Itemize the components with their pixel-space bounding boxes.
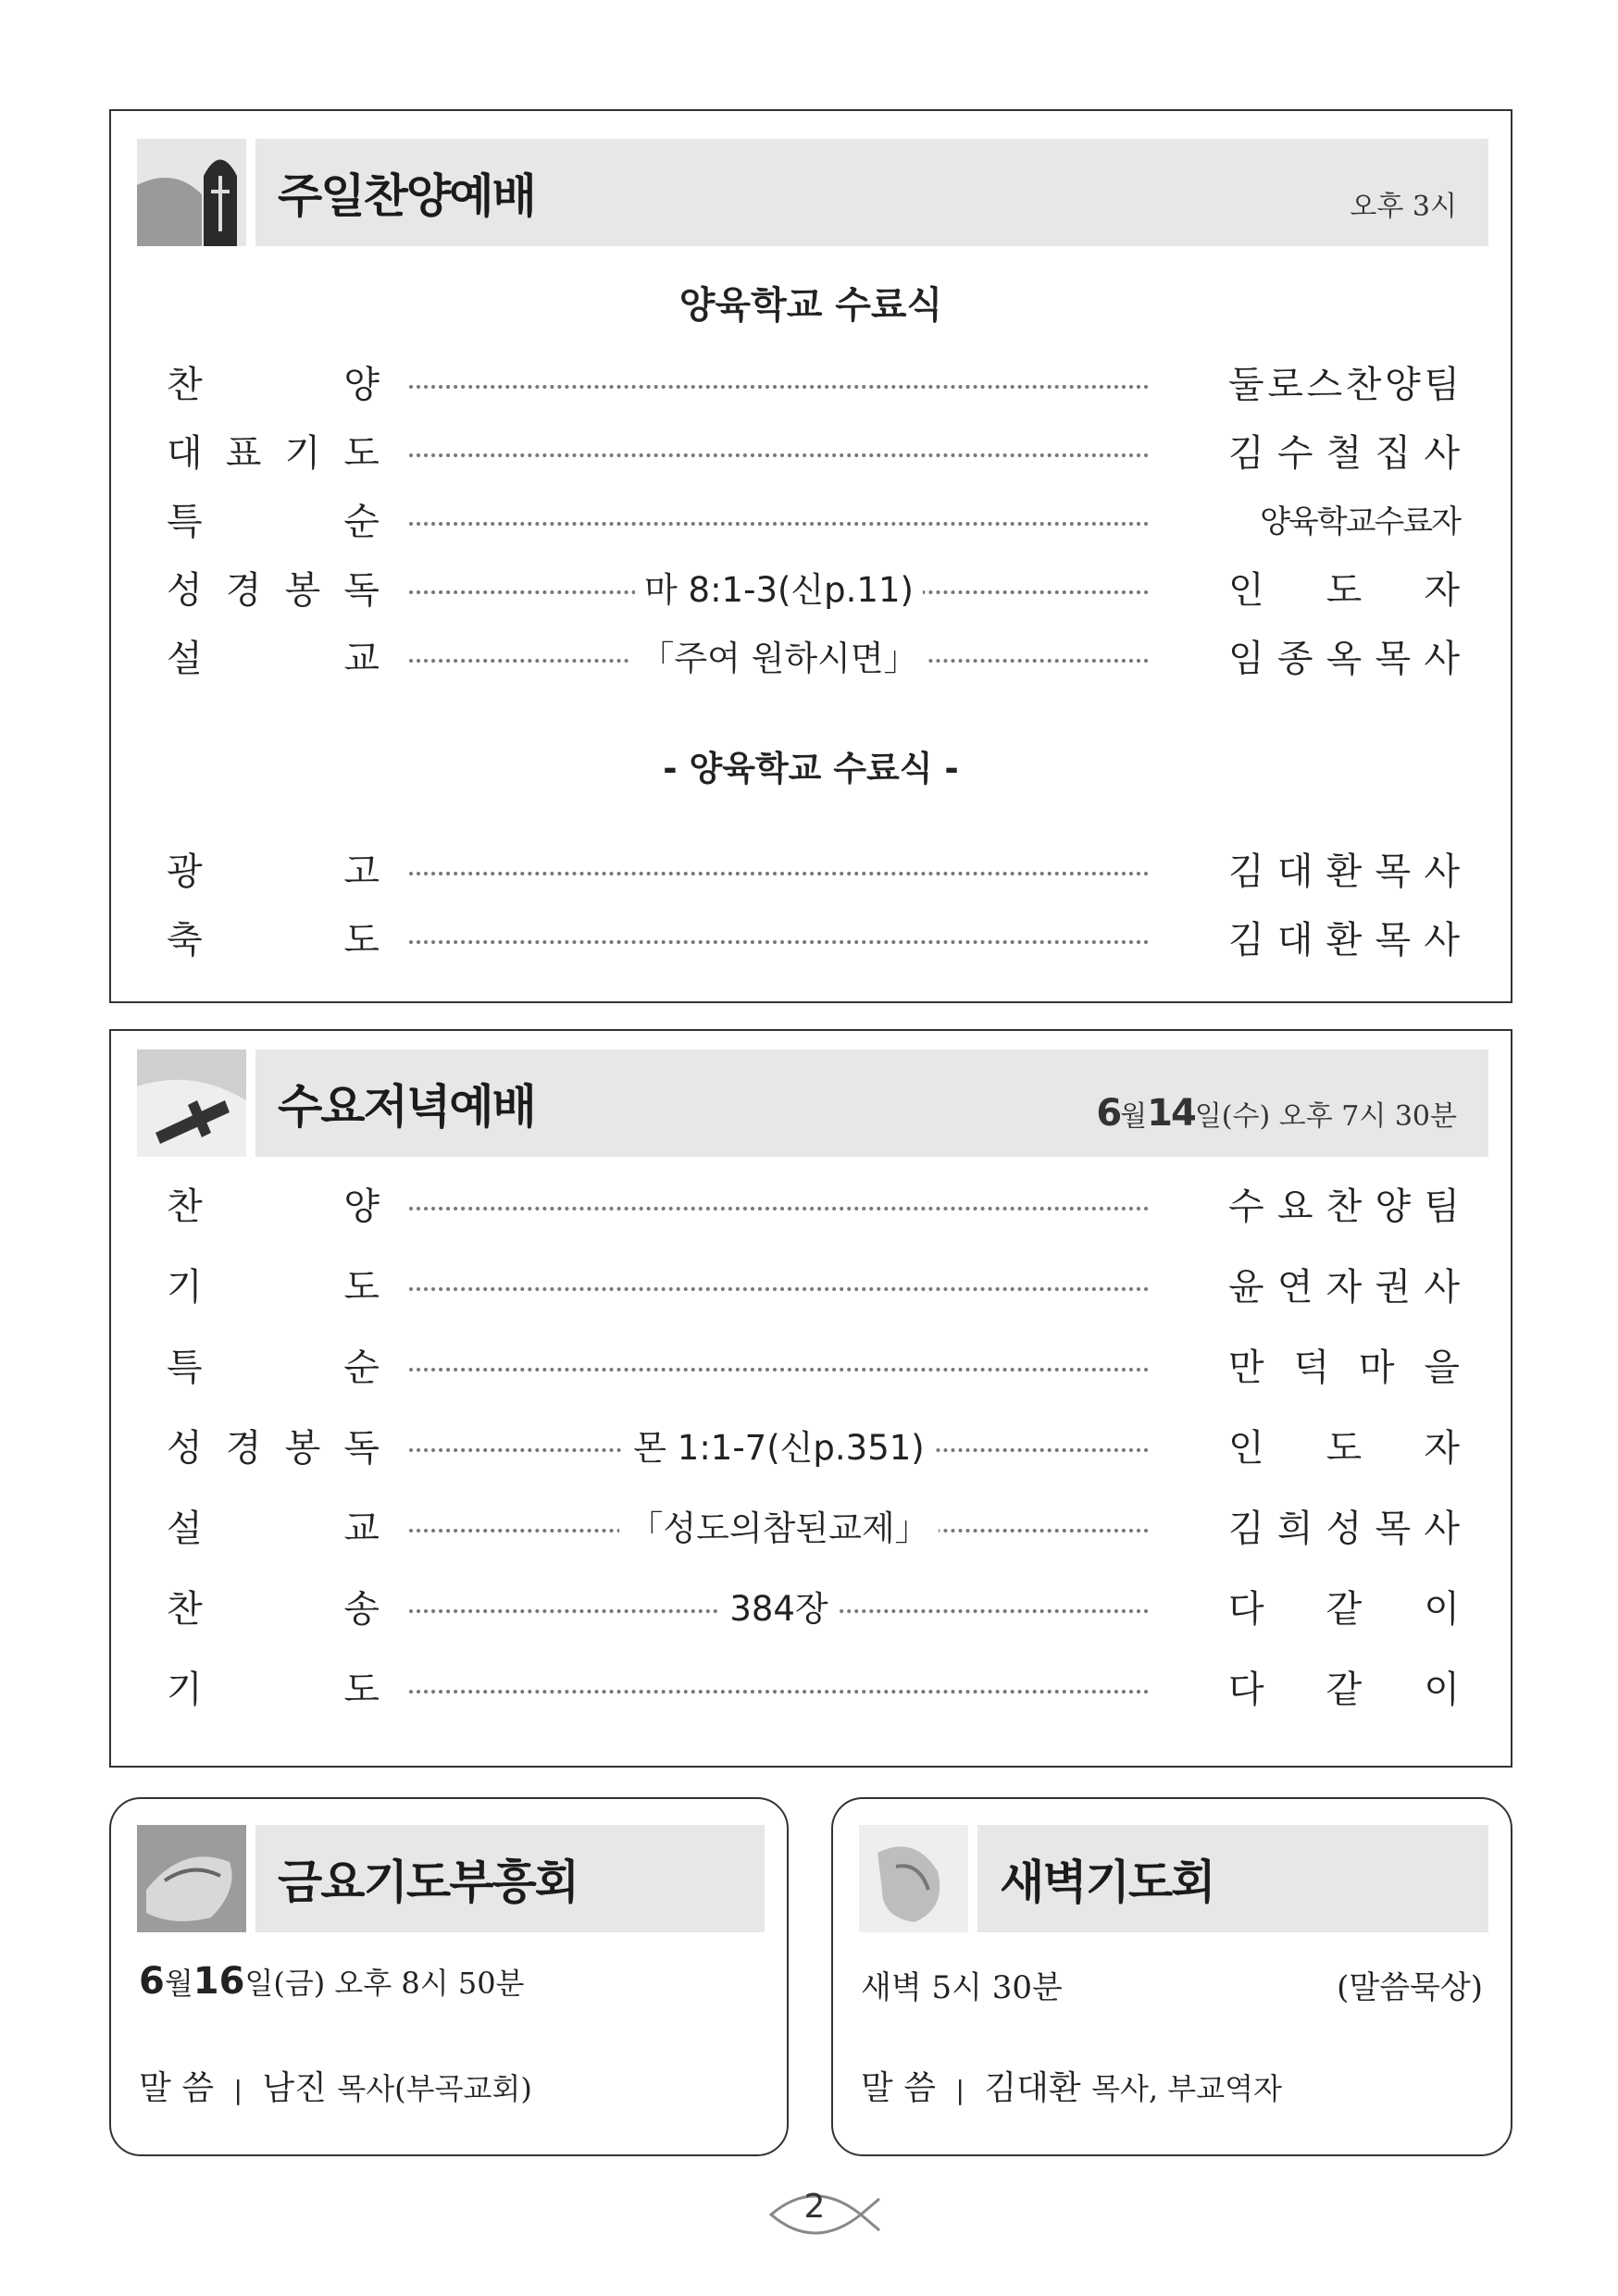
program-row xyxy=(167,914,1460,966)
wednesday-header xyxy=(137,1049,1488,1157)
program-role: 성 경 봉 독 xyxy=(167,569,380,612)
program-person: 김 수 철 집 사 xyxy=(1228,432,1460,475)
page-number-fish-icon xyxy=(764,2182,884,2247)
program-role: 대 표 기 도 xyxy=(167,432,380,475)
wednesday-worship-box xyxy=(109,1029,1512,1768)
program-row xyxy=(167,565,1460,616)
sunday-header xyxy=(137,139,1488,246)
program-role: 찬 송 xyxy=(167,1588,380,1631)
program-person: 김 희 성 목 사 xyxy=(1228,1508,1460,1550)
program-detail xyxy=(409,1583,1149,1642)
folded-hands-icon xyxy=(859,1825,968,1932)
program-role: 특 순 xyxy=(167,501,380,543)
program-role: 설 교 xyxy=(167,1508,380,1550)
ceremony-label: - 양육학교 수료식 - xyxy=(663,749,959,788)
program-person: 인 도 자 xyxy=(1228,1427,1460,1470)
friday-datetime: 6월16일(금) 오후 8시 50분 xyxy=(139,1960,525,2003)
program-detail xyxy=(409,633,1149,691)
dotted-leader xyxy=(409,1207,1149,1210)
program-person: 다 같 이 xyxy=(1228,1669,1460,1711)
program-row xyxy=(167,1422,1460,1474)
program-row xyxy=(167,633,1460,685)
sunday-worship-box xyxy=(109,109,1512,1003)
program-row xyxy=(167,1261,1460,1313)
page-number: 2 xyxy=(803,2188,826,2226)
dawn-title-bar xyxy=(977,1825,1488,1932)
dotted-leader xyxy=(409,940,1149,944)
program-person: 임 종 옥 목 사 xyxy=(1228,638,1460,680)
dotted-leader xyxy=(409,453,1149,457)
church-window-icon xyxy=(137,139,246,246)
sunday-title: 주일찬양예배 xyxy=(278,169,535,223)
program-person: 다 같 이 xyxy=(1228,1588,1460,1631)
program-person: 둘 로 스 찬 양 팀 xyxy=(1228,364,1460,406)
program-row xyxy=(167,359,1460,411)
program-detail-text: 마 8:1-3(신p.11) xyxy=(635,570,923,610)
program-role: 설 교 xyxy=(167,638,380,680)
program-person: 김 대 환 목 사 xyxy=(1228,919,1460,962)
wednesday-time: 6월14일(수) 오후 7시 30분 xyxy=(1096,1092,1457,1135)
program-person: 김 대 환 목 사 xyxy=(1228,850,1460,893)
program-detail-text: 「주여 원하시면」 xyxy=(630,639,927,678)
program-person: 인 도 자 xyxy=(1228,569,1460,612)
friday-title: 금요기도부흥회 xyxy=(278,1855,579,1909)
friday-prayer-box xyxy=(109,1797,789,2156)
program-row xyxy=(167,1342,1460,1394)
friday-speaker: 말 씀 | 남진 목사(부곡교회) xyxy=(139,2069,532,2107)
program-detail xyxy=(409,1422,1149,1481)
program-person: 양육학교수료자 xyxy=(1260,503,1460,540)
dotted-leader xyxy=(409,1368,1149,1371)
program-detail-text: 384장 xyxy=(720,1589,837,1629)
program-row xyxy=(167,1583,1460,1635)
dawn-note: (말씀묵상) xyxy=(1337,1969,1483,2006)
program-row xyxy=(167,1181,1460,1233)
dotted-leader xyxy=(409,872,1149,875)
program-role: 성 경 봉 독 xyxy=(167,1427,380,1470)
program-row xyxy=(167,496,1460,548)
dotted-leader xyxy=(409,385,1149,389)
dawn-title: 새벽기도회 xyxy=(1000,1855,1214,1909)
praying-hands-icon xyxy=(137,1825,246,1932)
wednesday-title: 수요저녁예배 xyxy=(278,1080,535,1134)
program-role: 기 도 xyxy=(167,1266,380,1309)
dawn-speaker: 말 씀 | 김대환 목사, 부교역자 xyxy=(861,2069,1282,2107)
dawn-header xyxy=(859,1825,1488,1932)
sunday-title-bar xyxy=(255,139,1488,246)
program-role: 기 도 xyxy=(167,1669,380,1711)
dawn-time: 새벽 5시 30분 xyxy=(861,1969,1063,2006)
program-row xyxy=(167,1503,1460,1555)
program-detail-text: 「성도의참된교제」 xyxy=(619,1508,938,1548)
program-row xyxy=(167,1664,1460,1716)
program-row xyxy=(167,428,1460,479)
dotted-leader xyxy=(409,1690,1149,1694)
dawn-prayer-box xyxy=(831,1797,1512,2156)
program-role: 특 순 xyxy=(167,1347,380,1389)
program-detail xyxy=(409,1503,1149,1561)
friday-title-bar xyxy=(255,1825,765,1932)
friday-header xyxy=(137,1825,765,1932)
program-row xyxy=(167,846,1460,898)
wednesday-title-bar xyxy=(255,1049,1488,1157)
dotted-leader xyxy=(409,522,1149,526)
program-person: 만 덕 마 을 xyxy=(1228,1347,1460,1389)
sunday-subtitle: 양육학교 수료식 xyxy=(678,284,943,327)
program-role: 찬 양 xyxy=(167,1185,380,1228)
program-person: 수 요 찬 양 팀 xyxy=(1228,1185,1460,1228)
dotted-leader xyxy=(409,1287,1149,1291)
program-role: 축 도 xyxy=(167,919,380,962)
program-detail-text: 몬 1:1-7(신p.351) xyxy=(624,1428,933,1468)
sunday-time: 오후 3시 xyxy=(1350,191,1457,223)
program-role: 광 고 xyxy=(167,850,380,893)
program-person: 윤 연 자 권 사 xyxy=(1228,1266,1460,1309)
program-detail xyxy=(409,565,1149,623)
cross-bible-icon xyxy=(137,1049,246,1157)
program-role: 찬 양 xyxy=(167,364,380,406)
